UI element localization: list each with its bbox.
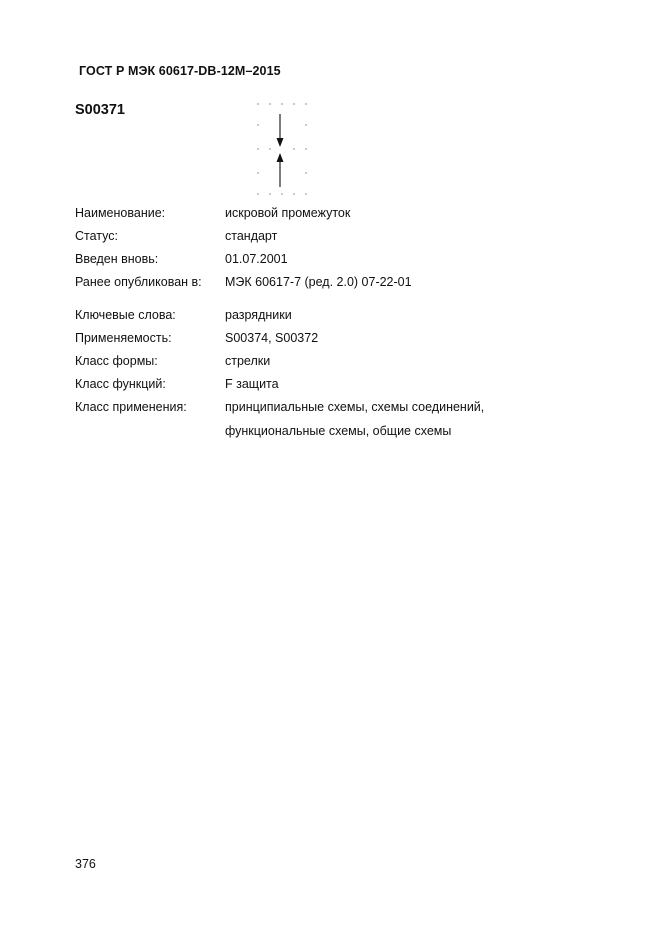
field-label: Применяемость: xyxy=(75,331,172,345)
field-label: Наименование: xyxy=(75,206,166,220)
field-value: S00374, S00372 xyxy=(225,331,319,345)
field-value: разрядники xyxy=(225,308,292,322)
field-label: Ранее опубликован в: xyxy=(75,275,202,289)
field-label: Класс применения: xyxy=(75,400,187,414)
field-value: искровой промежуток xyxy=(225,206,351,220)
document-header: ГОСТ Р МЭК 60617-DB-12M–2015 xyxy=(79,64,281,78)
field-label: Класс функций: xyxy=(75,377,166,391)
field-value: МЭК 60617-7 (ред. 2.0) 07-22-01 xyxy=(225,275,412,289)
field-value: стандарт xyxy=(225,229,278,243)
field-label: Класс формы: xyxy=(75,354,158,368)
symbol-code: S00371 xyxy=(75,102,125,118)
field-value: стрелки xyxy=(225,354,271,368)
field-label: Введен вновь: xyxy=(75,252,159,266)
field-label: Ключевые слова: xyxy=(75,308,176,322)
field-label: Статус: xyxy=(75,229,118,243)
field-value: принципиальные схемы, схемы соединений, xyxy=(225,400,485,414)
field-value: 01.07.2001 xyxy=(225,252,288,266)
field-value: функциональные схемы, общие схемы xyxy=(225,424,452,438)
page-number: 376 xyxy=(75,857,96,871)
spark-gap-symbol-icon xyxy=(254,101,310,197)
field-value: F защита xyxy=(225,377,279,391)
